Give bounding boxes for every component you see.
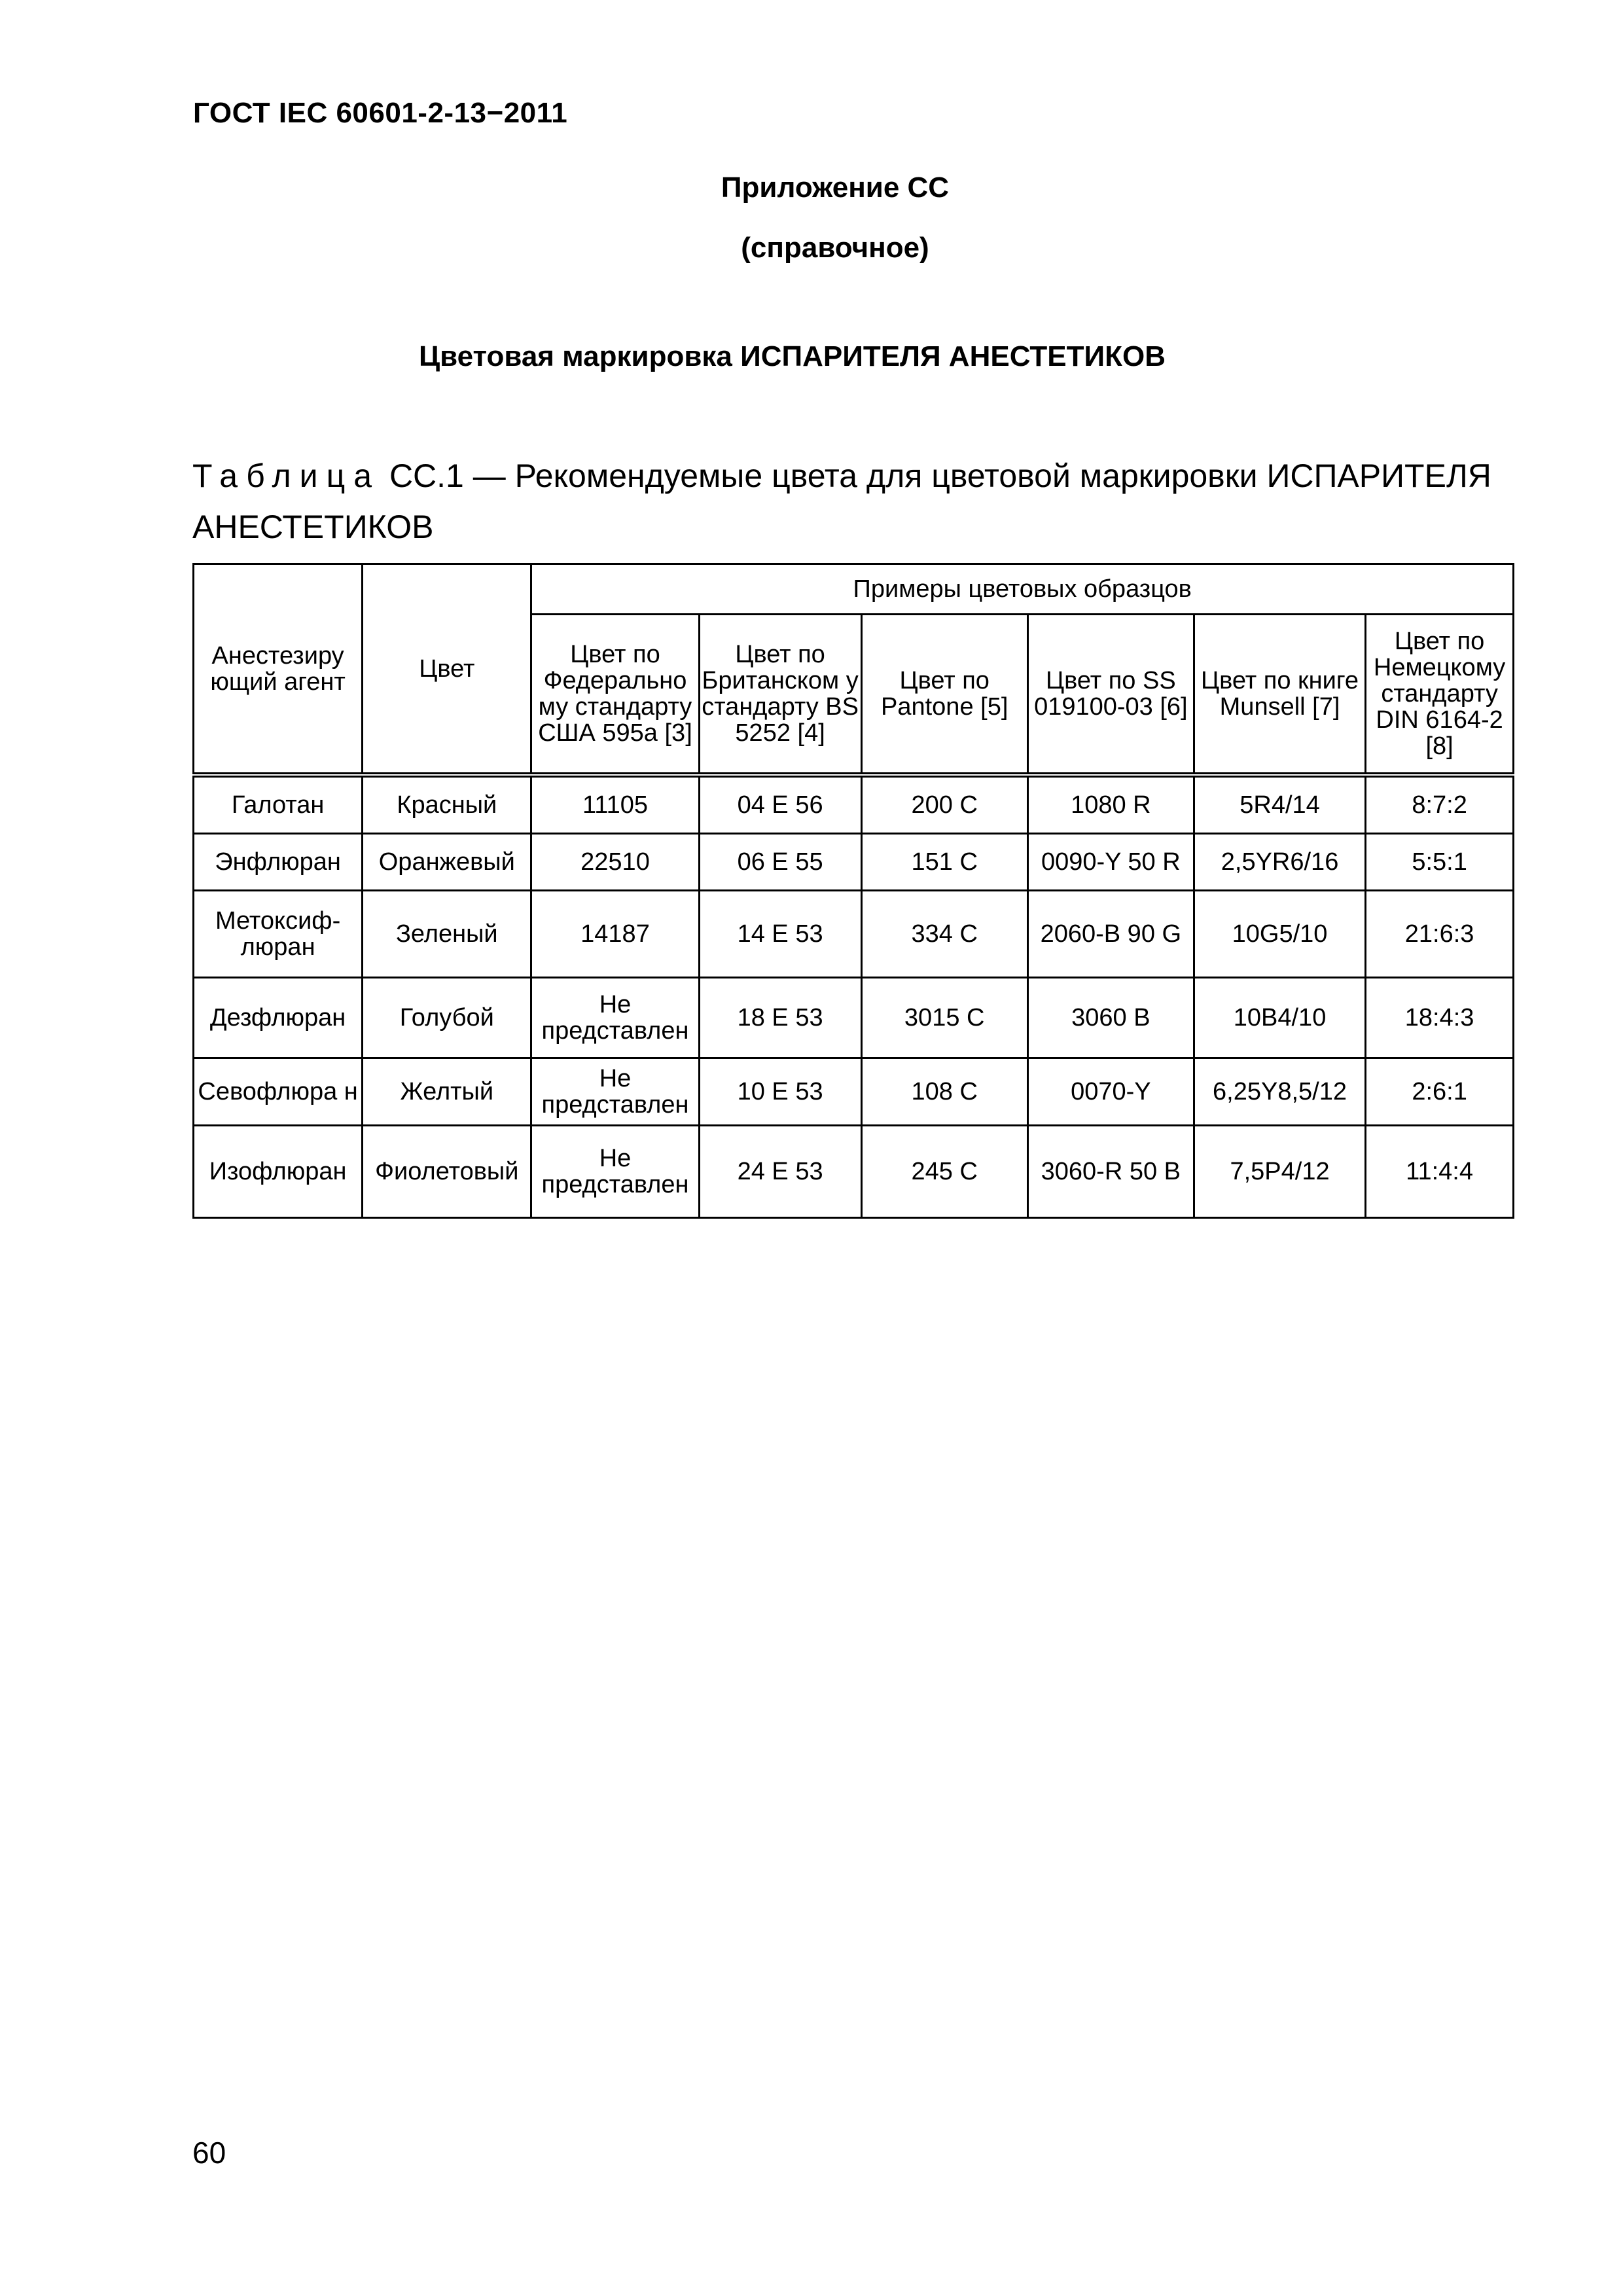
table-cell: 2,5YR6/16 [1194,834,1365,891]
table-row [194,891,1514,978]
table-cell: 11105 [531,775,699,834]
table-cell: 18:4:3 [1366,978,1514,1058]
table-cell: 8:7:2 [1366,775,1514,834]
table-cell: 5:5:1 [1366,834,1514,891]
table-cell: 10G5/10 [1194,891,1365,978]
table-cell: 21:6:3 [1366,891,1514,978]
table-cell: Дезфлюран [194,978,363,1058]
table-cell: Зеленый [363,891,531,978]
table-caption-label: Таблица [192,457,381,494]
table-row [194,1058,1514,1126]
table-row [194,978,1514,1058]
table-cell: 04 E 56 [699,775,861,834]
document-code: ГОСТ IEC 60601-2-13−2011 [193,97,568,129]
table-cell: Красный [363,775,531,834]
table-cell: 22510 [531,834,699,891]
table-row [194,834,1514,891]
table-cell: 2:6:1 [1366,1058,1514,1126]
table-cell: 1080 R [1027,775,1194,834]
table-cell: Не представлен [531,1126,699,1218]
table-cell: 10 E 53 [699,1058,861,1126]
table-cell: 200 C [861,775,1027,834]
table-cell: Фиолетовый [363,1126,531,1218]
table-cell: Не представлен [531,1058,699,1126]
table-cell: 18 E 53 [699,978,861,1058]
table-cell: 7,5P4/12 [1194,1126,1365,1218]
table-header-row [194,564,1514,615]
column-header-din: Цвет по Немецкому стандарту DIN 6164-2 [8] [1366,615,1514,776]
table-cell: 06 E 55 [699,834,861,891]
table-cell: 0090-Y 50 R [1027,834,1194,891]
table-cell: Голубой [363,978,531,1058]
section-title: Цветовая маркировка ИСПАРИТЕЛЯ АНЕСТЕТИКОВ [419,340,1166,372]
table-cell: 11:4:4 [1366,1126,1514,1218]
table-cell: 14187 [531,891,699,978]
group-header-samples: Примеры цветовых образцов [531,564,1514,615]
column-header-fed-std: Цвет по Федерально му стандарту США 595a [3] [531,615,699,776]
table-caption [192,450,1514,552]
table-row [194,1126,1514,1218]
table-cell: 2060-B 90 G [1027,891,1194,978]
table-cell: 334 C [861,891,1027,978]
appendix-type: (справочное) [741,232,929,264]
table-cell: 108 C [861,1058,1027,1126]
table-cell: 245 C [861,1126,1027,1218]
appendix-title: Приложение СС [721,171,950,204]
page-number: 60 [192,2136,226,2170]
table-cell: 6,25Y8,5/12 [1194,1058,1365,1126]
table-cell: 0070-Y [1027,1058,1194,1126]
table-cell: Желтый [363,1058,531,1126]
table-cell: Севофлюра н [194,1058,363,1126]
column-header-agent: Анестезиру ющий агент [194,564,363,776]
table-cell: 3060 B [1027,978,1194,1058]
color-coding-table [192,563,1514,1219]
column-header-ss: Цвет по SS 019100-03 [6] [1027,615,1194,776]
table-cell: 10B4/10 [1194,978,1365,1058]
table-cell: 5R4/14 [1194,775,1365,834]
table-cell: Энфлюран [194,834,363,891]
column-header-color: Цвет [363,564,531,776]
table-cell: Изофлюран [194,1126,363,1218]
table-cell: 3060-R 50 B [1027,1126,1194,1218]
table-row [194,775,1514,834]
column-header-bs: Цвет по Британском у стандарту BS 5252 [4] [699,615,861,776]
table-cell: Не представлен [531,978,699,1058]
table-cell: Галотан [194,775,363,834]
table-cell: 14 E 53 [699,891,861,978]
table-caption-title: СС.1 — Рекомендуемые цвета для цветовой маркировки ИСПАРИТЕЛЯ АНЕСТЕТИКОВ [192,457,1491,545]
column-header-munsell: Цвет по книге Munsell [7] [1194,615,1365,776]
column-header-pantone: Цвет по Pantone [5] [861,615,1027,776]
table-cell: 151 C [861,834,1027,891]
table-cell: 24 E 53 [699,1126,861,1218]
table-cell: Метоксиф-люран [194,891,363,978]
table-cell: Оранжевый [363,834,531,891]
table-cell: 3015 C [861,978,1027,1058]
